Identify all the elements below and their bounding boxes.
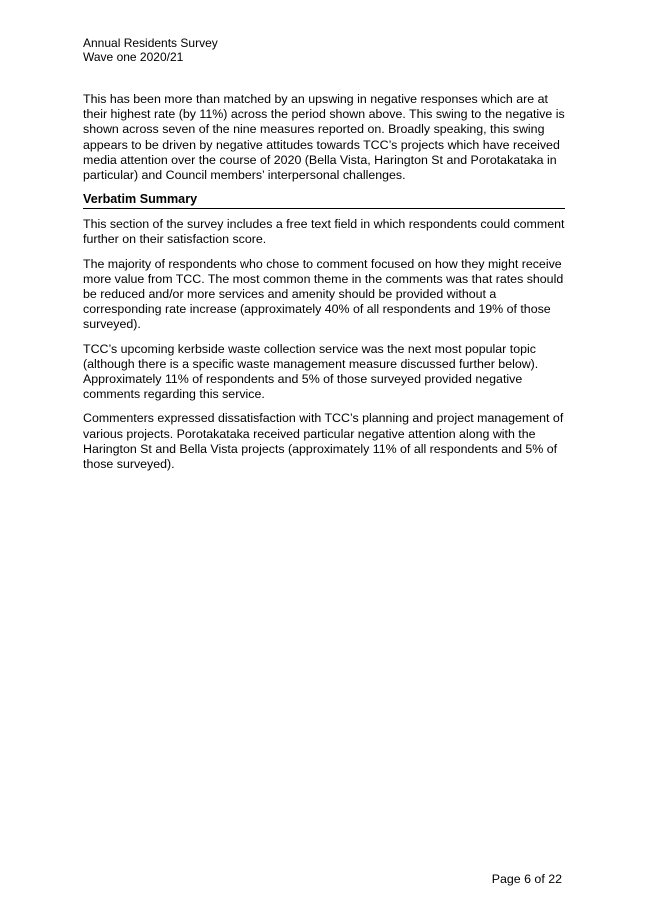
section-heading-verbatim-summary: Verbatim Summary (83, 192, 565, 209)
header-survey-title: Annual Residents Survey (83, 36, 218, 50)
body-paragraph: This section of the survey includes a free text field in which respondents could comment further on their satisfaction score. (83, 217, 565, 247)
intro-paragraph: This has been more than matched by an upswing in negative responses which are at their highest rate (by 11%) across the period shown above. This swing to the negative is shown across seven of the nine measures reported on. Broadly speaking, this swing appears to be driven by negative attitudes towards TCC’s projects which have received media attention over the course of 2020 (Bella Vista, Harington St and Porotakataka in particular) and Council members’ interpersonal challenges. (83, 92, 565, 183)
header-survey-wave: Wave one 2020/21 (83, 50, 184, 64)
body-paragraph: TCC’s upcoming kerbside waste collection service was the next most popular topic (although there is a specific waste management measure discussed further below). Approximately 11% of respondents and 5% of those surveyed provided negative comments regarding this service. (83, 341, 539, 402)
running-header (83, 36, 218, 64)
page-number: Page 6 of 22 (491, 872, 562, 886)
body-paragraph: Commenters expressed dissatisfaction with TCC’s planning and project management of various projects. Porotakataka received particular negative attention along with the Harington St and Bella Vista projects (approximately 11% of all respondents and 5% of those surveyed). (83, 411, 564, 472)
body-paragraph: The majority of respondents who chose to comment focused on how they might receive more value from TCC. The most common theme in the comments was that rates should be reduced and/or more services and amenity should be provided without a corresponding rate increase (approximately 40% of all respondents and 19% of those surveyed). (83, 256, 564, 332)
page-content (83, 92, 565, 481)
